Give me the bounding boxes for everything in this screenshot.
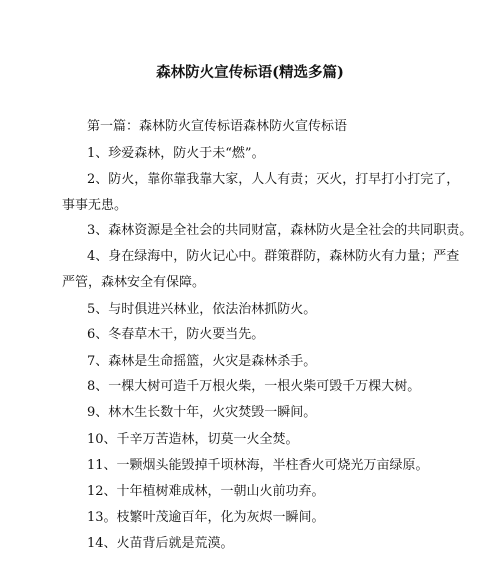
slogan-line-5: 5、与时俱进兴林业，依法治林抓防火。 (87, 302, 317, 317)
slogan-line-2: 2、防火，靠你靠我靠大家，人人有责；灭火，打早打小打完了， (87, 172, 460, 187)
section-heading: 第一篇：森林防火宣传标语森林防火宣传标语 (87, 119, 348, 134)
slogan-line-10: 10、千辛万苦造林，切莫一火全焚。 (87, 432, 299, 447)
slogan-line-2-continued: 事事无患。 (62, 198, 128, 213)
slogan-line-14: 14、火苗背后就是荒漠。 (87, 536, 234, 551)
slogan-line-8: 8、一棵大树可造千万根火柴，一根火柴可毁千万棵大树。 (87, 379, 421, 394)
slogan-line-4-continued: 严管，森林安全有保障。 (62, 275, 206, 290)
slogan-line-9: 9、林木生长数十年，火灾焚毁一瞬间。 (87, 405, 317, 420)
slogan-line-1: 1、珍爱森林，防火于未“燃”。 (87, 146, 265, 161)
slogan-line-11: 11、一颗烟头能毁掉千顷林海，半柱香火可烧光万亩绿原。 (87, 458, 429, 473)
slogan-line-6: 6、冬春草木干，防火要当先。 (87, 327, 265, 342)
slogan-line-12: 12、十年植树难成林，一朝山火前功弃。 (87, 484, 325, 499)
document-title: 森林防火宣传标语(精选多篇) (156, 64, 344, 81)
slogan-line-7: 7、森林是生命摇篮，火灾是森林杀手。 (87, 354, 317, 369)
slogan-line-3: 3、森林资源是全社会的共同财富，森林防火是全社会的共同职责。 (87, 223, 473, 238)
slogan-line-4: 4、身在绿海中，防火记心中。群策群防，森林防火有力量；严查 (87, 249, 460, 264)
slogan-line-13: 13。枝繁叶茂逾百年，化为灰烬一瞬间。 (87, 510, 325, 525)
